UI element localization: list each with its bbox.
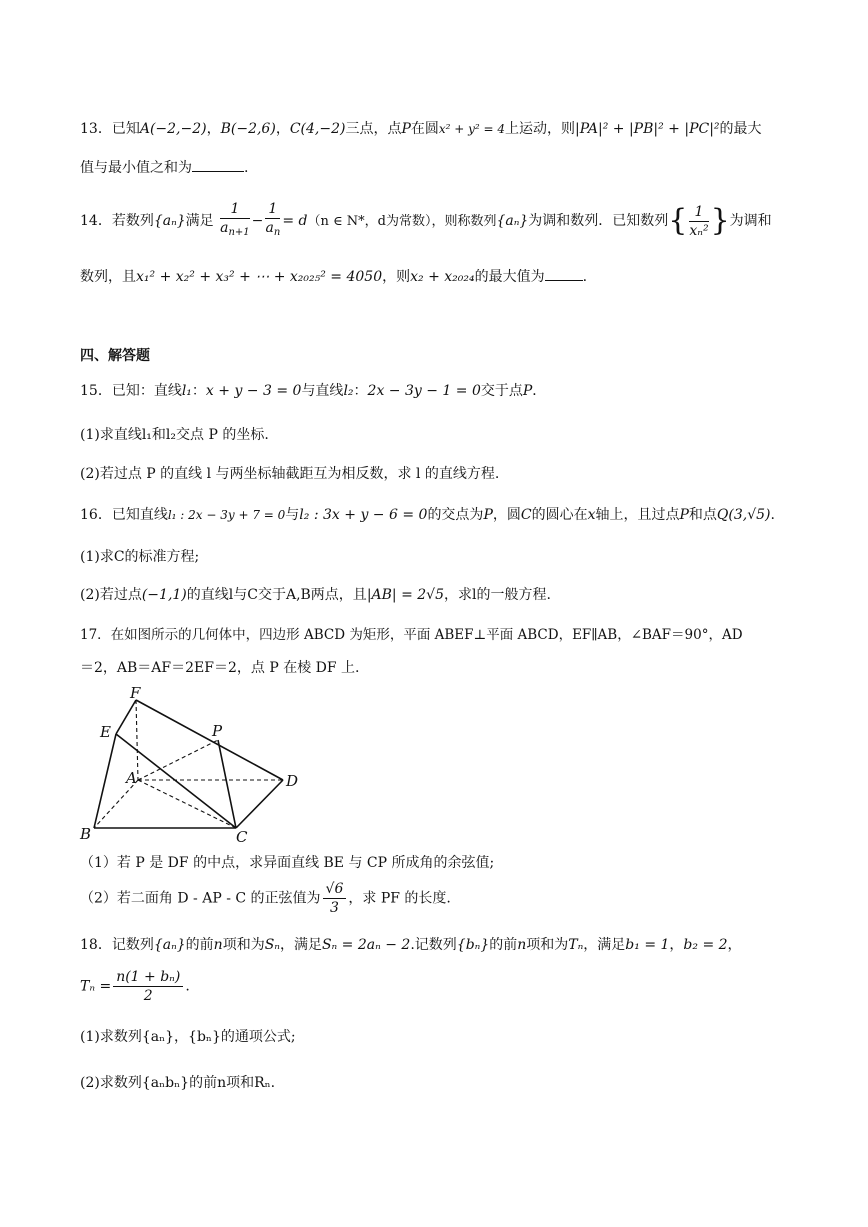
q13-text: 的最大 bbox=[719, 121, 762, 137]
q18-b2: b₂ = 2 bbox=[683, 937, 728, 953]
q18-seq-b: {bₙ} bbox=[456, 937, 490, 953]
answer-blank bbox=[192, 157, 244, 172]
q17-text: （2）若二面角 D - AP - C 的正弦值为 bbox=[80, 890, 321, 907]
q16-text: 与 bbox=[285, 507, 300, 523]
label-e: E bbox=[100, 723, 111, 741]
q16-stem bbox=[80, 504, 800, 526]
frac-den: 2 bbox=[143, 988, 153, 1004]
q13-text: 13．已知 bbox=[80, 121, 140, 137]
q14-fraction-3 bbox=[689, 203, 708, 240]
q16-text: 轴上，且过点 bbox=[595, 507, 680, 523]
label-f: F bbox=[130, 684, 141, 702]
q14-eq-d: = d bbox=[282, 213, 308, 229]
q14-text: 数列，且 bbox=[80, 269, 136, 285]
q14-text: 的最大值为 bbox=[474, 269, 545, 285]
q16-text: 的直线l与C交于A,B两点，且 bbox=[186, 587, 367, 603]
q17-line2: ＝2，AB＝AF＝2EF＝2，点 P 在棱 DF 上. bbox=[80, 660, 360, 676]
frac-num: 1 bbox=[689, 203, 708, 222]
q15-part2: (2)若过点 P 的直线 l 与两坐标轴截距互为相反数，求 l 的直线方程. bbox=[80, 466, 500, 482]
q13-point-a: A(−2,−2) bbox=[139, 121, 207, 137]
q15-text: 15．已知：直线 bbox=[80, 383, 182, 399]
q18-tn: Tₙ bbox=[568, 937, 584, 953]
frac-den-base: a bbox=[220, 220, 229, 236]
q13-line1 bbox=[80, 118, 800, 140]
q18-line1 bbox=[80, 934, 800, 956]
q15-text: 与直线 bbox=[301, 383, 344, 399]
q13-text: 值与最小值之和为 bbox=[80, 160, 192, 176]
edge-fd bbox=[136, 700, 283, 780]
frac-den: xₙ² bbox=[689, 222, 709, 239]
q14-text: 为调和数列．已知数列 bbox=[528, 213, 669, 229]
edge-ac bbox=[138, 780, 236, 828]
frac-num: √6 bbox=[323, 880, 347, 899]
q14-target: x₂ + x₂₀₂₄ bbox=[410, 269, 475, 285]
q18-n: n bbox=[517, 937, 527, 953]
q15-eq2: 2x − 3y − 1 = 0 bbox=[367, 383, 481, 399]
q13-text: . bbox=[244, 160, 249, 176]
q14-text: 为调和 bbox=[729, 213, 772, 229]
q14-sum: x₁² + x₂² + x₃² + ⋯ + x₂₀₂₅² = 4050 bbox=[136, 269, 383, 285]
q14-sequence: {aₙ} bbox=[153, 213, 186, 229]
q16-text: . bbox=[770, 507, 775, 523]
q18-fraction bbox=[113, 968, 183, 1005]
q16-text: (2)若过点 bbox=[80, 587, 142, 603]
q16-x: x bbox=[587, 507, 596, 523]
q16-text: ，圆 bbox=[492, 507, 521, 523]
label-c: C bbox=[236, 828, 248, 846]
geometry-figure bbox=[78, 682, 318, 847]
q18-text: 的前 bbox=[489, 937, 518, 953]
q16-point: (−1,1) bbox=[141, 587, 187, 603]
q14-text: . bbox=[582, 269, 588, 285]
q17-fraction bbox=[323, 880, 347, 917]
q13-circle-eq: x² + y² = 4 bbox=[438, 122, 506, 136]
frac-num: 1 bbox=[265, 200, 280, 219]
q15-text: ： bbox=[191, 383, 206, 399]
q16-point-p: P bbox=[679, 507, 689, 523]
edge-fa bbox=[136, 700, 138, 780]
q17-line1: 17．在如图所示的几何体中，四边形 ABCD 为矩形，平面 ABEF⊥平面 ABCD，EF∥AB，∠BAF＝90°，AD bbox=[80, 627, 743, 643]
q13-expression: |PA|² + |PB|² + |PC|² bbox=[575, 121, 720, 137]
label-p: P bbox=[212, 722, 223, 740]
brace-right: } bbox=[710, 203, 730, 238]
q15-l2: l₂ bbox=[343, 383, 354, 399]
edge-ab bbox=[94, 780, 138, 828]
q18-text: ， bbox=[727, 937, 742, 953]
q18-line2 bbox=[80, 968, 800, 1012]
q18-part2: (2)求数列{aₙbₙ}的前n项和Rₙ. bbox=[80, 1075, 276, 1091]
q18-part1: (1)求数列{aₙ}，{bₙ}的通项公式; bbox=[80, 1029, 296, 1045]
frac-den-sub: n bbox=[273, 227, 281, 238]
q17-part1: （1）若 P 是 DF 的中点，求异面直线 BE 与 CP 所成角的余弦值; bbox=[80, 855, 495, 871]
q16-part2 bbox=[80, 584, 800, 606]
q15-l1: l₁ bbox=[181, 383, 192, 399]
q15-text: ． bbox=[532, 383, 547, 399]
q15-stem bbox=[80, 380, 800, 402]
brace-left: { bbox=[668, 203, 688, 238]
q18-text: 18．记数列 bbox=[80, 937, 154, 953]
q18-text: ，满足 bbox=[279, 937, 322, 953]
q15-part1: (1)求直线l₁和l₂交点 P 的坐标. bbox=[80, 427, 269, 443]
section-heading: 四、解答题 bbox=[80, 348, 150, 364]
q18-n: n bbox=[213, 937, 223, 953]
q15-text: ： bbox=[353, 383, 368, 399]
q18-b1: b₁ = 1 bbox=[625, 937, 670, 953]
edge-fe bbox=[116, 700, 136, 734]
q16-l1: l₁ : 2x − 3y + 7 = 0 bbox=[167, 508, 286, 522]
label-d: D bbox=[286, 772, 299, 790]
q15-text: 交于点 bbox=[480, 383, 523, 399]
q13-line2 bbox=[80, 157, 800, 179]
q18-seq-a: {aₙ} bbox=[153, 937, 186, 953]
q14-fraction-2 bbox=[265, 200, 280, 242]
q18-text: ，满足 bbox=[583, 937, 626, 953]
frac-den bbox=[220, 219, 250, 242]
q15-eq1: x + y − 3 = 0 bbox=[205, 383, 302, 399]
q18-text: 项和为 bbox=[222, 937, 265, 953]
frac-den-base: a bbox=[265, 220, 274, 236]
q13-sep: ， bbox=[206, 121, 221, 137]
q14-line2 bbox=[80, 266, 800, 288]
q13-text: 上运动，则 bbox=[505, 121, 576, 137]
q16-l2: l₂ : 3x + y − 6 = 0 bbox=[299, 507, 428, 523]
q14-text: 14．若数列 bbox=[80, 213, 154, 229]
q13-point-c: C(4,−2) bbox=[289, 121, 346, 137]
edge-cd bbox=[236, 780, 283, 828]
q18-sn-eq: Sₙ = 2aₙ − 2 bbox=[321, 937, 411, 953]
label-b: B bbox=[80, 825, 92, 843]
q14-op: − bbox=[251, 213, 264, 229]
answer-blank bbox=[545, 266, 583, 281]
q16-text: ，求l的一般方程. bbox=[444, 587, 551, 603]
q18-tn-lhs: Tₙ = bbox=[80, 978, 112, 995]
q13-point-p: P bbox=[401, 121, 411, 137]
frac-den-sub: n+1 bbox=[228, 227, 250, 238]
q18-text: 的前 bbox=[185, 937, 214, 953]
q15-point-p: P bbox=[522, 383, 533, 399]
q16-ab: |AB| = 2√5 bbox=[366, 587, 445, 603]
q16-text: 和点 bbox=[688, 507, 717, 523]
q14-text: ，则 bbox=[382, 269, 411, 285]
q16-part1: (1)求C的标准方程; bbox=[80, 549, 200, 565]
frac-num: 1 bbox=[220, 200, 250, 219]
q13-sep: ， bbox=[275, 121, 290, 137]
q18-sn: Sₙ bbox=[264, 937, 280, 953]
q18-text: ， bbox=[669, 937, 684, 953]
q14-sequence: {aₙ} bbox=[496, 213, 529, 229]
q17-part2 bbox=[80, 880, 800, 920]
edge-eb bbox=[94, 734, 116, 828]
q16-circle-c: C bbox=[520, 507, 532, 523]
label-a: A bbox=[126, 769, 137, 787]
q13-text: 三点，点 bbox=[345, 121, 402, 137]
q14-text: 满足 bbox=[185, 213, 214, 229]
q16-text: 的交点为 bbox=[427, 507, 484, 523]
q16-text: 的圆心在 bbox=[531, 507, 588, 523]
q16-text: 16．已知直线 bbox=[80, 507, 168, 523]
q18-text: 项和为 bbox=[526, 937, 569, 953]
q14-text: （n ∈ N*，d为常数），则称数列 bbox=[307, 214, 497, 229]
q16-point-q: Q(3,√5) bbox=[716, 507, 771, 523]
frac-den: 3 bbox=[330, 900, 339, 916]
frac-den bbox=[265, 219, 280, 242]
q16-point-p: P bbox=[483, 507, 493, 523]
q18-text: . bbox=[185, 978, 190, 995]
frac-num: n(1 + bₙ) bbox=[113, 968, 183, 987]
q14-line1 bbox=[80, 200, 800, 246]
q14-fraction-1 bbox=[220, 200, 250, 242]
q17-text: ，求 PF 的长度. bbox=[348, 890, 451, 907]
q18-text: .记数列 bbox=[410, 937, 457, 953]
q13-text: 在圆 bbox=[410, 121, 439, 137]
q13-point-b: B(−2,6) bbox=[220, 121, 276, 137]
